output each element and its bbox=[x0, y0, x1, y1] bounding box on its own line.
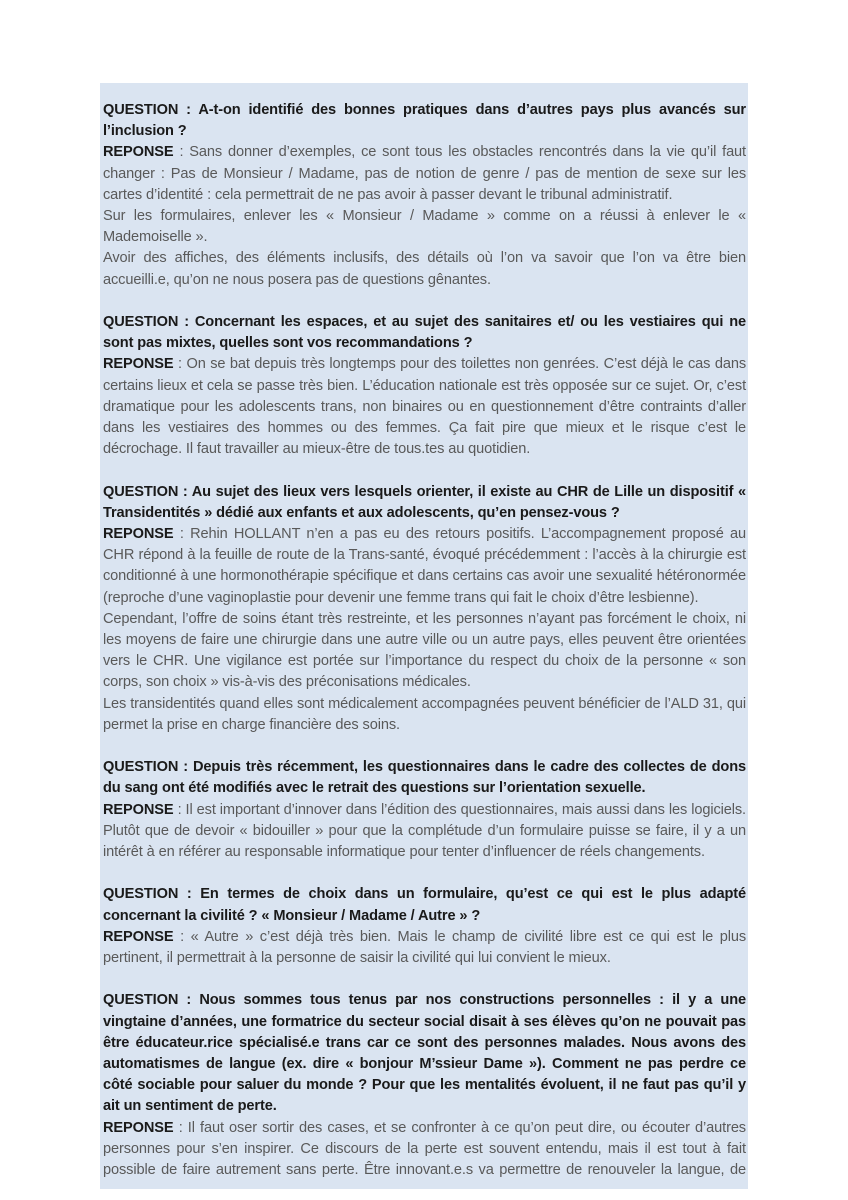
question-label: QUESTION bbox=[103, 102, 179, 118]
label-separator: : bbox=[178, 102, 199, 118]
question-paragraph bbox=[103, 990, 746, 1117]
response-label: REPONSE bbox=[103, 928, 174, 945]
qa-block-3 bbox=[103, 482, 746, 736]
question-paragraph bbox=[103, 100, 746, 142]
label-separator: : bbox=[178, 314, 195, 331]
response-text: Rehin HOLLANT n’en a pas eu des retours positifs. L’accompagnement proposé au CHR répond à la feuille de route de la Trans-santé, évoqué précédemment : l’accès à la chirurgie est conditionné à une hormonothérapie spécifique et dans certains cas avoir une sexualité hétéronormée (reproche d’une vaginoplastie pour devenir une femme trans qui fait le choix d’être lesbienne). bbox=[103, 526, 746, 606]
question-label: QUESTION bbox=[103, 992, 179, 1009]
qa-content-panel bbox=[100, 83, 748, 1189]
question-text: Au sujet des lieux vers lesquels orienter, il existe au CHR de Lille un dispositif « Transidentités » dédié aux enfants et aux adolescents, qu’en pensez-vous ? bbox=[103, 483, 746, 521]
response-paragraph: Avoir des affiches, des éléments inclusifs, des détails où l’on va savoir que l’on va être bien accueilli.e, qu’on ne nous posera pas de questions gênantes. bbox=[103, 250, 746, 288]
response-label: REPONSE bbox=[103, 526, 174, 543]
response-text: Il est important d’innover dans l’édition des questionnaires, mais aussi dans les logiciels. Plutôt que de devoir « bidouiller » pour que la complétude d’un formulaire puisse se faire, il y a un intérêt à en référer au responsable informatique pour tenter d’influencer de réels changements. bbox=[103, 801, 746, 861]
response-label: REPONSE bbox=[103, 1119, 174, 1136]
label-separator: : bbox=[173, 526, 191, 543]
qa-block-1 bbox=[103, 100, 746, 291]
response-text: Il faut oser sortir des cases, et se confronter à ce qu’on peut dire, ou écouter d’autres personnes pour s’en inspirer. Ce discours de la perte est souvent entendu, mais il est tout à fait possible de faire autrement sans perte. Être innovant.e.s va permettre de renouveler la langue, de bbox=[103, 1119, 746, 1179]
response-label: REPONSE bbox=[103, 356, 174, 373]
label-separator: : bbox=[178, 483, 192, 500]
response-text: « Autre » c’est déjà très bien. Mais le champ de civilité libre est ce qui est le plus pertinent, il permettrait à la personne de saisir la civilité qui lui convient le mieux. bbox=[103, 928, 747, 967]
question-paragraph bbox=[103, 312, 746, 354]
response-paragraph bbox=[103, 524, 746, 609]
label-separator: : bbox=[173, 928, 191, 945]
response-label: REPONSE bbox=[103, 801, 174, 818]
label-separator: : bbox=[173, 144, 190, 161]
response-text: On se bat depuis très longtemps pour des toilettes non genrées. C’est déjà le cas dans certains lieux et cela se passe très bien. L’éducation nationale est très opposée sur ce sujet. Or, c’est dramatique pour les adolescents trans, non binaires ou en questionnement d’être contraints d’aller dans les vestiaires des hommes ou des femmes. Ça fait pire que mieux et le risque c’est le décrochage. Il faut travailler au mieux-être de tous.tes au quotidien. bbox=[103, 356, 746, 458]
response-label: REPONSE bbox=[103, 144, 174, 161]
question-label: QUESTION bbox=[103, 314, 179, 331]
response-paragraph bbox=[103, 800, 746, 864]
qa-block-5 bbox=[103, 884, 746, 969]
label-separator: : bbox=[178, 759, 193, 776]
response-paragraph: Cependant, l’offre de soins étant très restreinte, et les personnes n’ayant pas forcément le choix, ni les moyens de faire une chirurgie dans une autre ville ou un autre pays, elles peuvent être orientées vers le CHR. Une vigilance est portée sur l’importance du respect du choix de la personne « son corps, son choix » vis-à-vis des préconisations médicales. bbox=[103, 610, 746, 691]
qa-block-4 bbox=[103, 757, 746, 863]
question-label: QUESTION bbox=[103, 483, 179, 500]
label-separator: : bbox=[173, 356, 187, 373]
response-paragraph bbox=[103, 927, 746, 969]
question-label: QUESTION bbox=[103, 886, 179, 903]
response-paragraph bbox=[103, 142, 746, 206]
response-paragraph bbox=[103, 1118, 746, 1182]
response-text: Sans donner d’exemples, ce sont tous les obstacles rencontrés dans la vie qu’il faut changer : Pas de Monsieur / Madame, pas de notion de genre / pas de mention de sexe sur les cartes d’identité : cela permettrait de ne pas avoir à passer devant le tribunal administratif. bbox=[103, 144, 746, 203]
question-label: QUESTION bbox=[103, 759, 179, 776]
question-text: Depuis très récemment, les questionnaires dans le cadre des collectes de dons du sang ont été modifiés avec le retrait des questions sur l’orientation sexuelle. bbox=[103, 759, 747, 797]
response-paragraph: Les transidentités quand elles sont médicalement accompagnées peuvent bénéficier de l’ALD 31, qui permet la prise en charge financière des soins. bbox=[103, 695, 746, 733]
label-separator: : bbox=[173, 801, 186, 818]
question-text: A-t-on identifié des bonnes pratiques dans d’autres pays plus avancés sur l’inclusion ? bbox=[103, 102, 746, 140]
question-text: En termes de choix dans un formulaire, qu’est ce qui est le plus adapté concernant la civilité ? « Monsieur / Madame / Autre » ? bbox=[103, 886, 747, 924]
question-paragraph bbox=[103, 757, 746, 799]
qa-block-2 bbox=[103, 312, 746, 460]
label-separator: : bbox=[178, 886, 201, 903]
question-text: Nous sommes tous tenus par nos constructions personnelles : il y a une vingtaine d’années, une formatrice du secteur social disait à ses élèves qu’on ne pouvait pas être éducateur.rice spécialisé.e trans car ce sont des personnes malades. Nous avons des automatismes de langue (ex. dire « bonjour M’ssieur Dame »). Comment ne pas perdre ce côté sociable pour saluer du monde ? Pour que les mentalités évoluent, il ne faut pas qu’il y ait un sentiment de perte. bbox=[103, 992, 746, 1115]
qa-block-6 bbox=[103, 990, 746, 1181]
question-text: Concernant les espaces, et au sujet des sanitaires et/ ou les vestiaires qui ne sont pas mixtes, quelles sont vos recommandations ? bbox=[103, 314, 746, 352]
question-paragraph bbox=[103, 884, 746, 926]
label-separator: : bbox=[178, 992, 200, 1009]
question-paragraph bbox=[103, 482, 746, 524]
response-paragraph bbox=[103, 354, 746, 460]
response-paragraph: Sur les formulaires, enlever les « Monsieur / Madame » comme on a réussi à enlever le « Mademoiselle ». bbox=[103, 208, 746, 246]
label-separator: : bbox=[173, 1119, 188, 1136]
